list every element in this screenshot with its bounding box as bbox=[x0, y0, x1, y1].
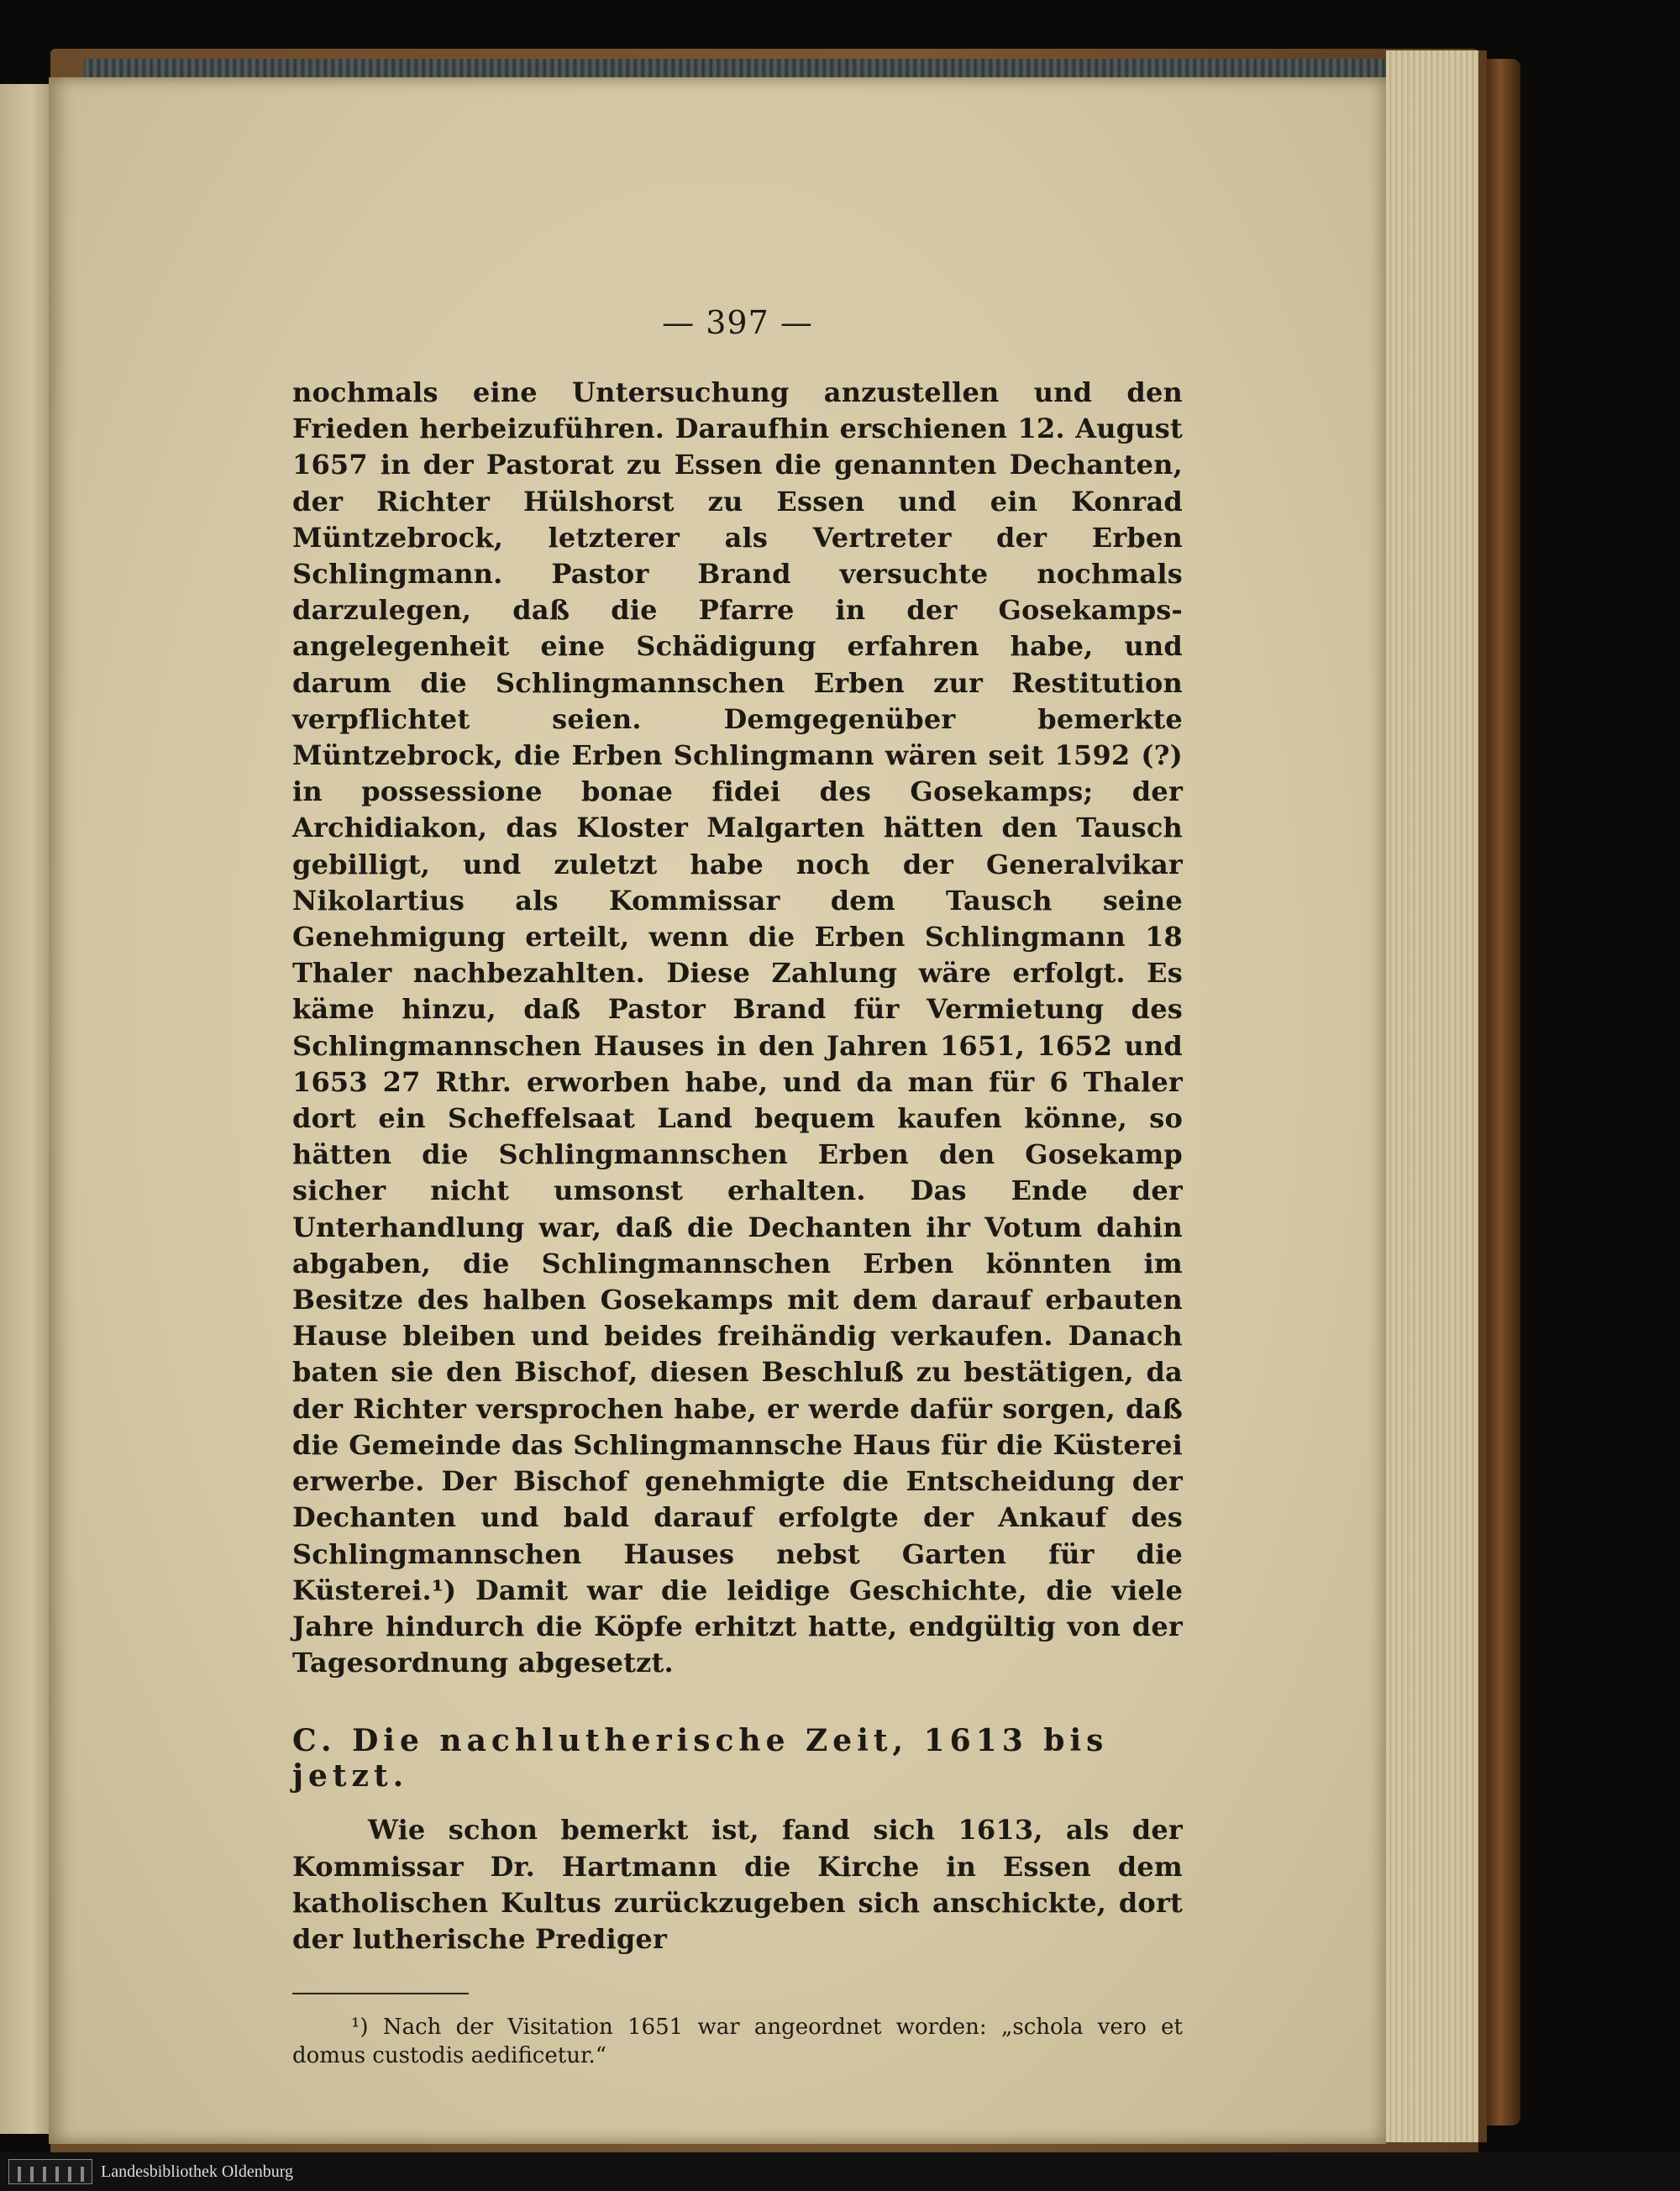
page-text-area bbox=[292, 304, 1183, 2070]
library-name: Landesbibliothek Oldenburg bbox=[101, 2162, 294, 2181]
footer-bar bbox=[0, 2152, 1680, 2191]
left-page-edge bbox=[0, 84, 52, 2134]
footnote: ¹) Nach der Visitation 1651 war angeordnet worden: „schola vero et domus custodis aedificetur.“ bbox=[292, 2015, 1183, 2069]
section-heading: C. Die nachlutherische Zeit, 1613 bis jetzt. bbox=[292, 1723, 1109, 1794]
page-number: — 397 — bbox=[662, 304, 813, 341]
main-paragraph: nochmals eine Untersuchung anzustellen und den Frieden herbeizuführen. Daraufhin erschienen 12. August 1657 in der Pastorat zu Essen die genannten Dechanten, der Richter Hülshorst zu Essen und ein Konrad Müntzebrock, letzterer als Vertreter der Erben Schlingmann. Pastor Brand versuchte nochmals darzulegen, daß die Pfarre in der Gosekamps-angelegenheit eine Schädigung erfahren habe, und darum die Schlingmannschen Erben zur Restitution verpflichtet seien. Demgegenüber bemerkte Müntzebrock, die Erben Schlingmann wären seit 1592 (?) in possessione bonae fidei des Gosekamps; der Archidiakon, das Kloster Malgarten hätten den Tausch gebilligt, und zuletzt habe noch der Generalvikar Nikolartius als Kommissar dem Tausch seine Genehmigung erteilt, wenn die Erben Schlingmann 18 Thaler nachbezahlten. Diese Zahlung wäre erfolgt. Es käme hinzu, daß Pastor Brand für Vermietung des Schlingmannschen Hauses in den Jahren 1651, 1652 und 1653 27 Rthr. erworben habe, und da man für 6 Thaler dort ein Scheffelsaat Land bequem kaufen könne, so hätten die Schlingmannschen Erben den Gosekamp sicher nicht umsonst erhalten. Das Ende der Unterhandlung war, daß die Dechanten ihr Votum dahin abgaben, die Schlingmannschen Erben könnten im Besitze des halben Gosekamps mit dem darauf erbauten Hause bleiben und beides freihändig verkaufen. Danach baten sie den Bischof, diesen Beschluß zu bestätigen, da der Richter versprochen habe, er werde dafür sorgen, daß die Gemeinde das Schlingmannsche Haus für die Küsterei erwerbe. Der Bischof genehmigte die Entscheidung der Dechanten und bald darauf erfolgte der Ankauf des Schlingmannschen Hauses nebst Garten für die Küsterei.¹) Damit war die leidige Geschichte, die viele Jahre hindurch die Köpfe erhitzt hatte, endgültig von der Tagesordnung abgesetzt. bbox=[292, 376, 1183, 1679]
footnote-divider bbox=[292, 1993, 469, 1994]
page-stack-edge bbox=[1386, 50, 1487, 2142]
library-logo-icon bbox=[8, 2159, 92, 2184]
section-paragraph: Wie schon bemerkt ist, fand sich 1613, als der Kommissar Dr. Hartmann die Kirche in Essen dem katholischen Kultus zurückzugeben sich anschickte, dort der lutherische Prediger bbox=[292, 1814, 1183, 1955]
book-page bbox=[49, 77, 1386, 2144]
